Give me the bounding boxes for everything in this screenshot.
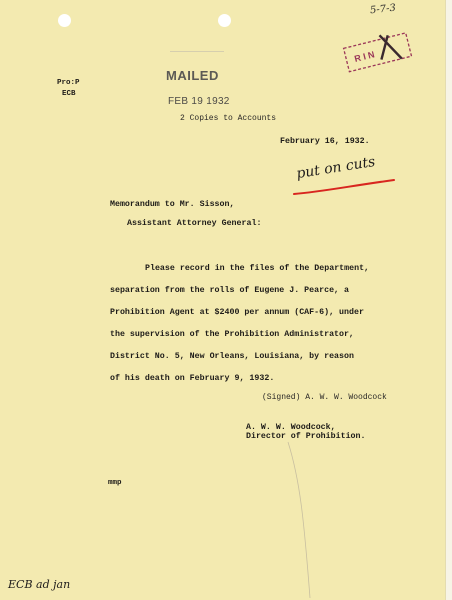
body-paragraph xyxy=(110,258,369,390)
received-stamp xyxy=(340,30,418,78)
pencil-stroke xyxy=(280,440,320,600)
letter-date: February 16, 1932. xyxy=(280,137,370,146)
svg-text:R I N: R I N xyxy=(353,49,376,64)
punch-hole xyxy=(58,14,71,27)
body-line: the supervision of the Prohibition Administrator, xyxy=(110,330,354,339)
body-line: District No. 5, New Orleans, Louisiana, by reason xyxy=(110,352,354,361)
signed-line: (Signed) A. W. W. Woodcock xyxy=(262,393,387,402)
body-line: Please record in the files of the Department, xyxy=(145,264,370,273)
faint-filing-note xyxy=(170,44,224,54)
body-line: separation from the rolls of Eugene J. Pearce, a xyxy=(110,286,349,295)
mailed-stamp-date: FEB 19 1932 xyxy=(168,96,230,107)
reference-initials-1: Pro:P xyxy=(57,79,80,87)
footer-handwriting: ECB ad jan xyxy=(8,578,71,591)
signer-title: Director of Prohibition. xyxy=(246,432,366,441)
punch-hole xyxy=(218,14,231,27)
handwritten-annotation: put on cuts xyxy=(295,153,377,183)
typist-initials: mmp xyxy=(108,479,122,487)
body-line: of his death on February 9, 1932. xyxy=(110,374,275,383)
page-edge xyxy=(445,0,452,600)
mailed-stamp: MAILED xyxy=(166,68,219,83)
body-line: Prohibition Agent at $2400 per annum (CAF-6), under xyxy=(110,308,364,317)
copies-note: 2 Copies to Accounts xyxy=(180,114,277,123)
red-underline xyxy=(290,176,400,200)
signer-name: A. W. W. Woodcock, xyxy=(246,423,336,432)
filing-number: 5-7-3 xyxy=(369,2,397,17)
addressee-line-1: Memorandum to Mr. Sisson, xyxy=(110,200,235,209)
addressee-line-2: Assistant Attorney General: xyxy=(127,219,262,228)
reference-initials-2: ECB xyxy=(62,90,76,98)
